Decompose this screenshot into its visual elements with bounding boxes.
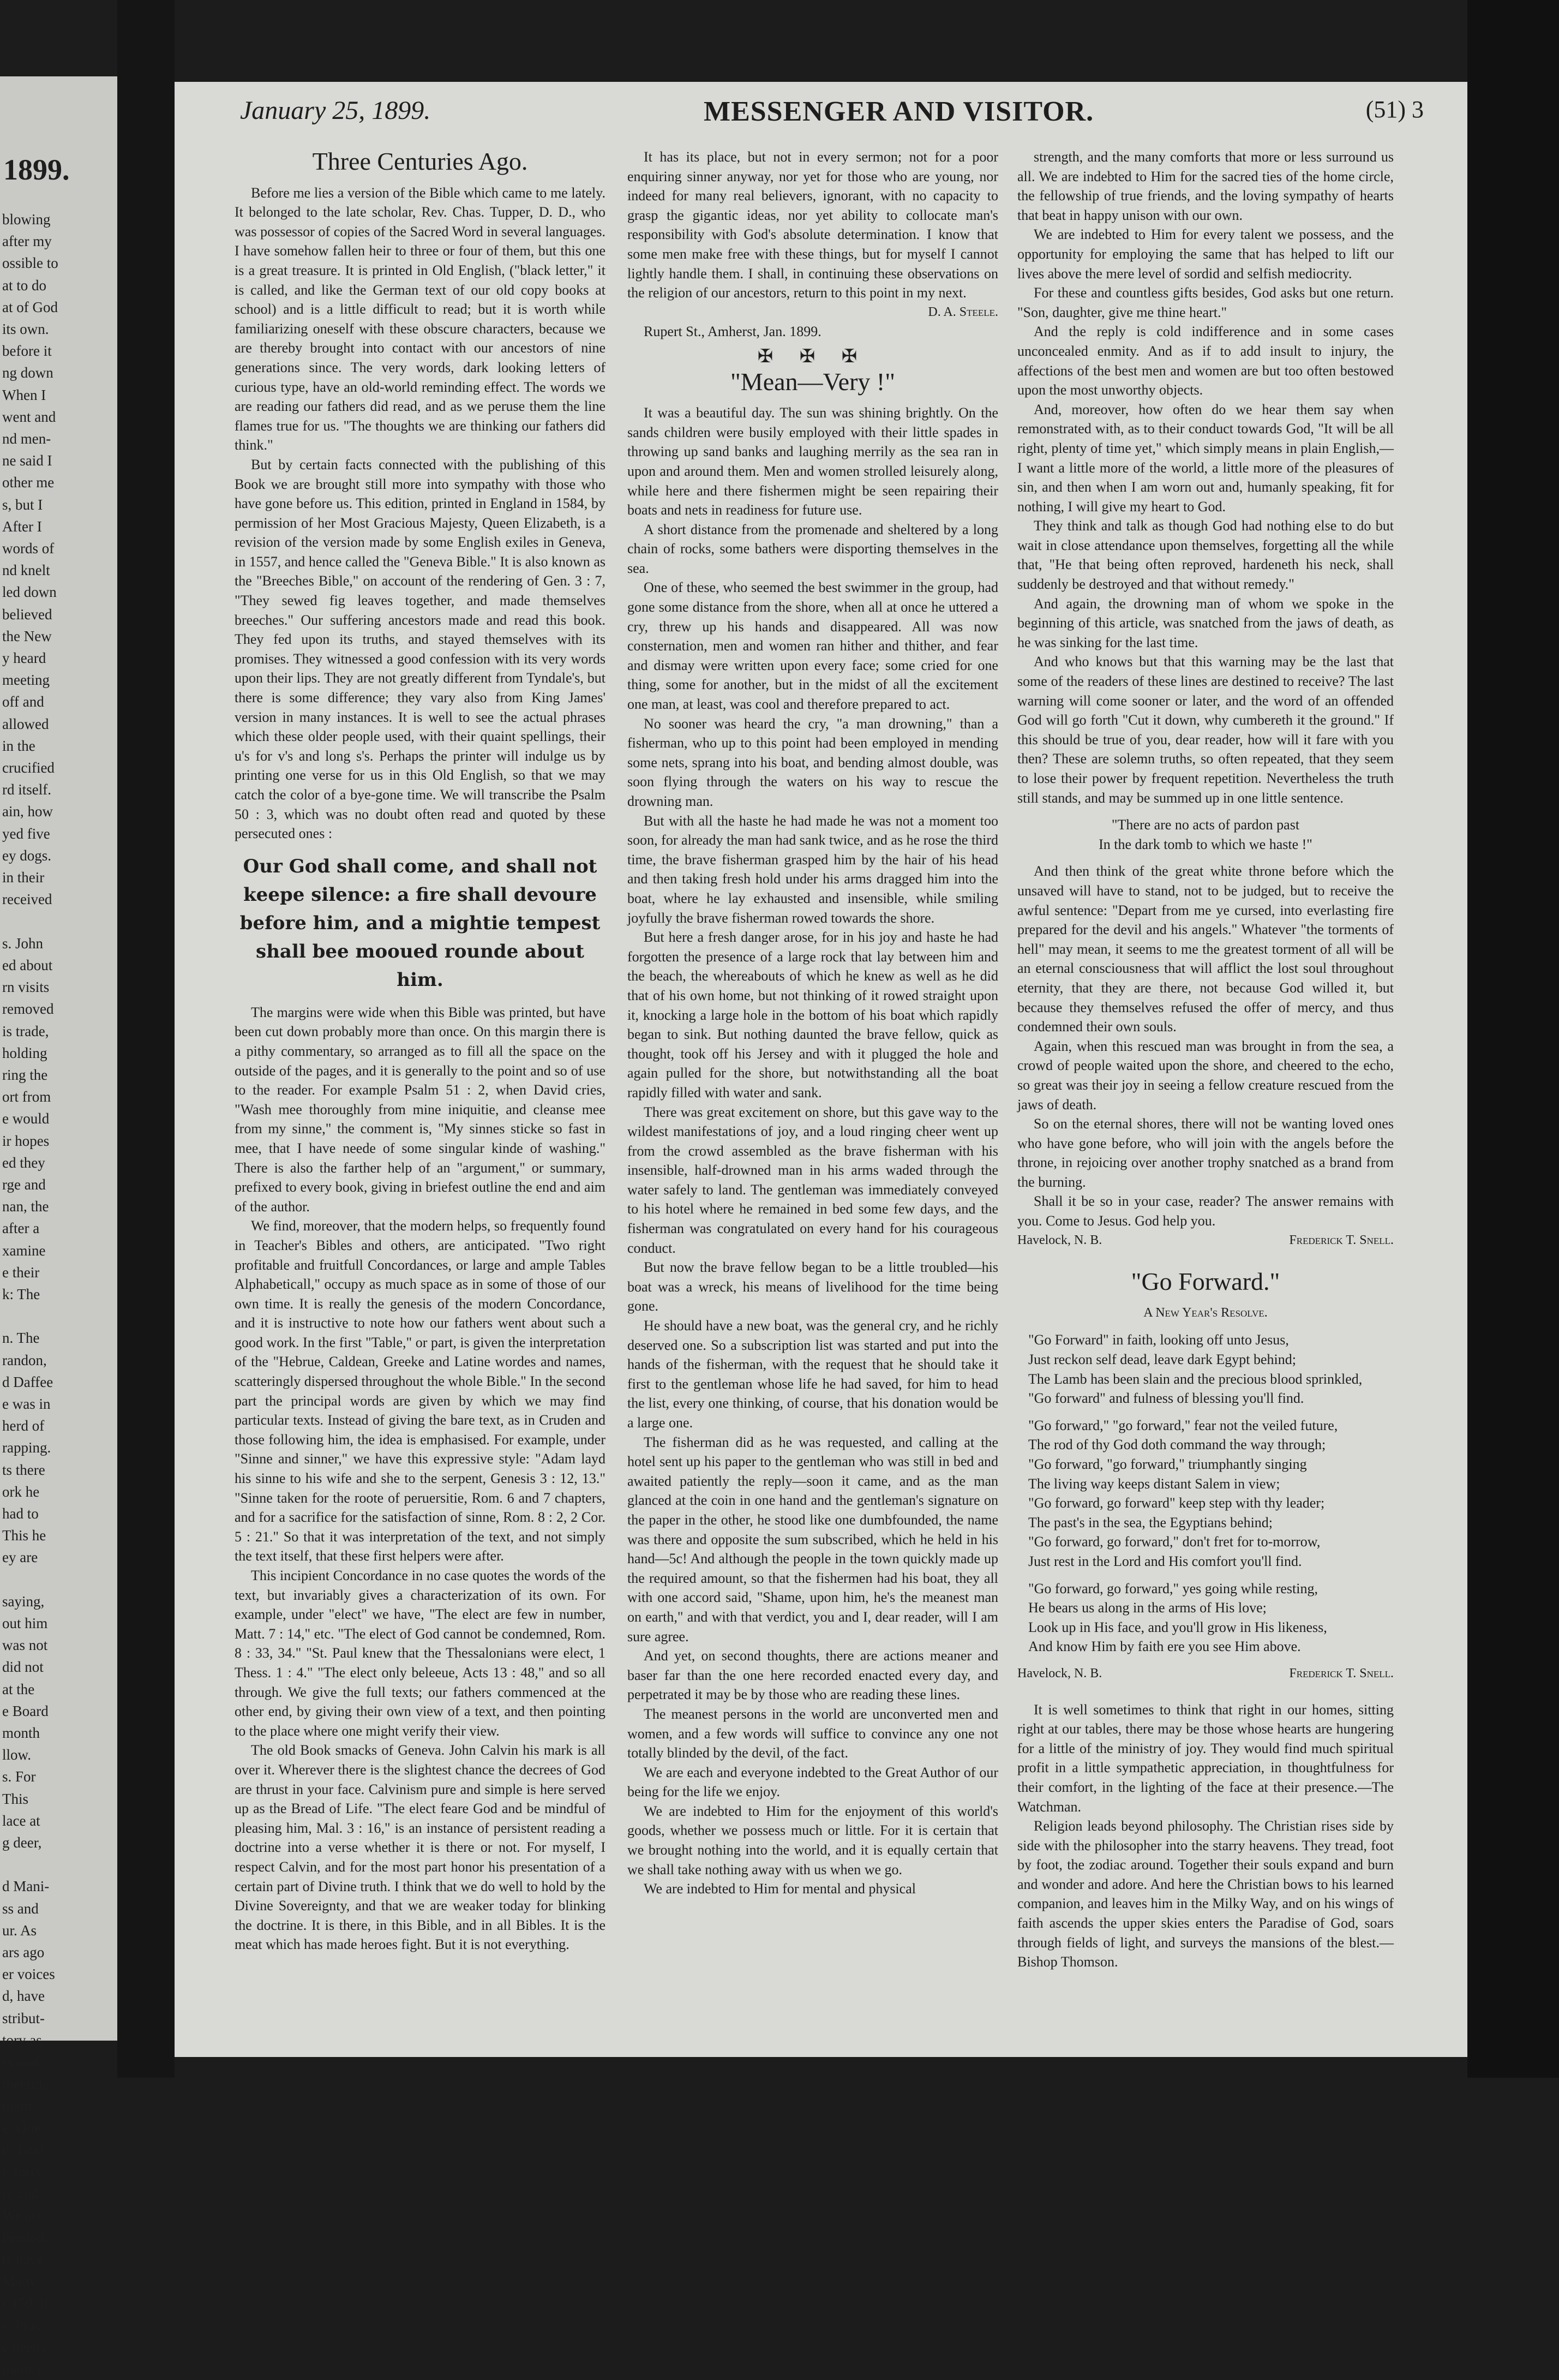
left-page-fragment-line: saying, <box>2 1593 45 1610</box>
left-page-fragment-line: d Mani- <box>2 1878 50 1895</box>
left-page-fragment-line: y heard <box>2 650 46 667</box>
left-page-fragment-line: e needy <box>2 2339 48 2355</box>
left-page-fragment-line: ossible to <box>2 255 58 272</box>
poem-stanza: "Go Forward" in faith, looking off unto Jesus, Just reckon self dead, leave dark Egypt behind; The Lamb has been slain and the precious blood sprinkled, "Go forward" and fulness of blessing you'll find. <box>1028 1332 1363 1407</box>
left-page-fragment-line: d Daffee <box>2 1373 53 1390</box>
paragraph: And yet, on second thoughts, there are actions meaner and baser far than the one here recorded enacted every day, and perpetrated it may be by those who are reading these lines. <box>627 1648 998 1703</box>
left-page-fragment-line: lace at <box>2 1812 40 1829</box>
paragraph: And the reply is cold indifference and in some cases unconcealed enmity. And as if to add insult to injury, the affections of the best men and women are but too often bestowed upon the most unworthy objects. <box>1017 324 1394 398</box>
issue-date: January 25, 1899. <box>240 96 431 125</box>
paragraph: Before me lies a version of the Bible which came to me lately. It belonged to the late scholar, Rev. Chas. Tupper, D. D., who was possessor of copies of the Sacred Word in several languages. I have somehow fallen heir to three or four of them, but this one is a great treasure. It is printed in Old English, ("black letter," it is called, and like the German text of our old copy books at school) and is a little difficult to read; but it is worth while familiarizing oneself with these obscure characters, because we are thereby brought into contact with our ancestors of nine generations since. The very words, dark looking letters of curious type, have an old-world reminding effect. The words we are reading our fathers did read, and as we peruse them the line flames true for us. "The thoughts we are thinking our fathers did think." <box>235 184 605 453</box>
paragraph: And, moreover, how often do we hear them say when remonstrated with, as to their conduct towards God, "It will be all right, plenty of time yet," which simply means in plain English,—I want a little more of the world, a little more of the pleasures of sin, and then when I am worn out and, humanly speaking, fit for nothing, I will give my heart to God. <box>1017 401 1394 515</box>
left-page-fragment-line: at of God <box>2 298 58 315</box>
paragraph: And again, the drowning man of whom we spoke in the beginning of this article, was snatched from the jaws of death, as he was sinking for the last time. <box>1017 595 1394 650</box>
masthead: MESSENGER AND VISITOR. <box>704 96 1094 127</box>
left-page-fragment-line: ts have <box>2 2251 44 2268</box>
left-page-fragment-line: ur God <box>2 2141 44 2158</box>
paragraph: No sooner was heard the cry, "a man drowning," than a fisherman, who up to this point had been employed in mending some nets, sprang into his boat, and bending almost double, was soon flying through the waters on his way to rescue the drowning man. <box>627 715 998 809</box>
column-3 <box>1017 147 1394 1970</box>
paragraph: We are indebted to Him for the enjoyment of this world's goods, whether we possess much or little. For it is certain that we brought nothing into the world, and it is equally certain that we shall take nothing away with us when we go. <box>627 1803 998 1877</box>
article-title-mean-very: "Mean—Very !" <box>730 367 895 396</box>
paragraph: A short distance from the promenade and sheltered by a long chain of rocks, some bathers were disporting themselves in the sea. <box>627 521 998 576</box>
left-page-fragment-line: meeting <box>2 672 50 689</box>
paragraph: The meanest persons in the world are unconverted men and women, and a few words will suffice to convince any one not totally blinded by the devil, of the fact. <box>627 1706 998 1761</box>
left-page-fragment-line: after my <box>2 233 52 250</box>
left-page-fragment-line: This he <box>2 1527 46 1544</box>
left-page-fragment-line: llow. <box>2 1747 31 1763</box>
paragraph: It has its place, but not in every sermon; not for a poor enquiring sinner anyway, nor yet for those who are young, nor indeed for many real believers, ignorant, with no capacity to grasp the gigantic ideas, nor yet ability to collocate man's responsibility with God's absolute determination. I know that some men make free with these things, but for myself I cannot lightly handle them. I shall, in continuing these observations on the religion of our ancestors, return to this point in my next. <box>627 149 998 301</box>
left-page-fragment-line: out him <box>2 1615 48 1631</box>
signature <box>627 303 998 322</box>
left-page-fragment-line: randon, <box>2 1352 47 1368</box>
left-page-fragment-line: e sorry <box>2 2163 43 2180</box>
left-page-fragment-line: heeded, <box>2 2229 48 2246</box>
left-page-fragment-line: g deer, <box>2 1834 42 1851</box>
left-page-fragment-line: e. One <box>2 2119 41 2136</box>
left-page-fragment-line: ng down <box>2 364 53 381</box>
left-page-fragment-line: ars ago <box>2 1944 45 1961</box>
left-page-fragment-line: ne said I <box>2 452 52 469</box>
signature <box>1017 1231 1394 1251</box>
left-page-fragment-line: r 150 of <box>2 2295 49 2312</box>
page-edge-shadow <box>1467 0 1559 2078</box>
left-page-fragment-line: s. John <box>2 935 44 952</box>
left-page-fragment-line: ir hopes <box>2 1132 50 1149</box>
paragraph: The old Book smacks of Geneva. John Calvin his mark is all over it. Wherever there is the slightest chance the decrees of God are thrust in your face. Calvinism pure and simple is here served up as the Bread of Life. "The elect feare God and be mindful of pleasing him, Mal. 3 : 16," is an instance of persistent reading a doctrine into a verse whether it is there or not. For myself, I respect Calvin, and for the most part honor his presentation of a certain part of Divine truth. I think that we do well to hold by the Divine Sovereignty, and that we are weaker today for blinking the doctrine. It is there, in this Bible, and in all Bibles. It is the meat which has made heroes fight. But it is not everything. <box>235 1742 605 1953</box>
left-page-fragment-line: after a <box>2 1220 40 1237</box>
paragraph: They think and talk as though God had nothing else to do but wait in close attendance upon themselves, forgetting all the while that, "He that being often reproved, hardeneth his neck, shall suddenly be destroyed and that without remedy." <box>1017 518 1394 593</box>
left-page-fragment-line: blowing <box>2 211 51 228</box>
left-page-fragment-line: e their <box>2 1264 40 1281</box>
signature <box>1017 1664 1394 1684</box>
left-page-fragment-line: did not <box>2 1659 44 1676</box>
paragraph: And then think of the great white throne before which the unsaved will have to stand, not to be judged, but to receive the awful sentence: "Depart from me ye cursed, into everlasting fire prepared for the devil and his angels." Whatever "the torments of hell" may mean, it seems to me the greatest torment of all will be an eternal consciousness that will afflict the lost soul throughout eternity, that they are there, not because God willed it, but because they themselves refused the offer of mercy, and thus condemned their own souls. <box>1017 863 1394 1035</box>
left-page-fragment-line: inently <box>2 2360 43 2377</box>
page-number: (51) 3 <box>1365 96 1424 123</box>
paragraph: The fisherman did as he was requested, and calling at the hotel sent up his paper to the gentleman who was still in bed and awaited patiently the reply—soon it came, and as the man glanced at the coin in one hand and the gentleman's signature on the paper in the other, he stood like one dumbfounded, the name was there and opposite the sum subscribed, which he held in his hand—5c! And although the people in the town quickly made up the required amount, so that the fishermen had his boat, they all with one accord said, "Shame, upon him, he's the meanest man on earth," and with that verdict, you and I, dear reader, will I am sure agree. <box>627 1434 998 1645</box>
left-page-fragment-line: allowed <box>2 715 49 732</box>
blackletter-verse: Our God shall come, and shall not keepe silence: a fire shall devoure before him, and a mightie tempest shall bee mooued rounde about him. <box>239 855 601 991</box>
paragraph: But here a fresh danger arose, for in his joy and haste he had forgotten the presence of a large rock that lay between him and the beach, the whereabouts of which he knew as well as he did that of his own home, but not thinking of it rowed straight upon it, knocking a large hole in the bottom of his boat which rapidly began to sink. But nothing daunted the brave fellow, quick as thought, took off his Jersey and with it plugged the hole and again pulled for the shore, but notwithstanding all the boat rapidly filled with water and sank. <box>627 929 998 1101</box>
paragraph: But by certain facts connected with the publishing of this Book we are brought still more into sympathy with those who have gone before us. This edition, printed in England in 1584, by permission of her Most Gracious Majesty, Queen Elizabeth, is a revision of the version made by some English exiles in Geneva, in 1557, and hence called the "Geneva Bible." It is also known as the "Breeches Bible," on account of the rendering of Gen. 3 : 7, "They sewed fig leaves together, and made themselves breeches." Our suffering ancestors made and read this book. They fed upon its truths, and stayed themselves with its promises. They witnessed a good confession with its very words upon their lips. They are not greatly different from Tyndale's, but there is some difference; they vary also from King James' version in many instances. It is well to see the actual phrases which these older people used, with their quaint spellings, their u's for v's and long s's. Perhaps the printer will indulge us by printing one verse for us in this Old English, so that we may catch the color of a bye-gone time. We will transcribe the Psalm 50 : 3, which was no doubt often read and quoted by these persecuted ones : <box>235 456 605 842</box>
left-page-text-fragments <box>0 208 117 2380</box>
poem-stanza: "Go forward, go forward," yes going while resting, He bears us along in the arms of His love; Look up in His face, and you'll grow in His likeness, And know Him by faith ere you see Him above. <box>1028 1580 1327 1655</box>
left-page-fragment-line: ork he <box>2 1483 40 1500</box>
left-page-fragment-line: Many <box>2 2273 37 2290</box>
left-page-fragment-line: before it <box>2 343 52 360</box>
left-page-fragment-line <box>0 1305 117 1327</box>
left-page-fragment-line: ss and <box>2 1900 39 1917</box>
left-page-fragment-line: nd men- <box>2 430 51 447</box>
paragraph: The margins were wide when this Bible was printed, but have been cut down probably more than once. On this margin there is a pithy commentary, so arranged as to fill all the space on the outside of the pages, and it is generally to the point and so of use to the reader. For example Psalm 51 : 2, when David cries, "Wash mee thoroughly from mine iniquitie, and cleanse mee from my sinne," the comment is, "My sinnes sticke so fast in mee, that I have neede of some singular kinde of washing." There is also the farther help of an "argument," or summary, prefixed to every book, giving in briefest outline the end and aim of the author. <box>235 1004 605 1215</box>
paragraph: But with all the haste he had made he was not a moment too soon, for already the man had sank twice, and as he rose the third time, the brave fisherman grasped him by the hair of his head and then taking fresh hold under his arms dragged him into the boat, where he lay exhausted and insensible, while smiling joyfully the brave fisherman rowed towards the shore. <box>627 812 998 926</box>
left-page-fragment-line: ed they <box>2 1154 45 1171</box>
left-page-fragment-line: the New <box>2 627 52 644</box>
left-page-fragment-line: tory as <box>2 2031 42 2048</box>
quoted-verse: "There are no acts of pardon past In the dark tomb to which we haste !" <box>1099 817 1312 852</box>
left-page-fragment-line: ring the <box>2 1066 48 1083</box>
left-page-fragment-line: stribut- <box>2 2010 45 2026</box>
author-name: D. A. Steele. <box>928 304 998 319</box>
left-page-fragment-line: e would <box>2 1110 50 1127</box>
left-page-fragment-line: led down <box>2 584 57 601</box>
left-page-fragment-line: rapping. <box>2 1439 51 1456</box>
left-page-fragment-line: other me <box>2 474 55 491</box>
left-page-fragment-line: believed <box>2 606 52 623</box>
paragraph: One of these, who seemed the best swimmer in the group, had gone some distance from the shore, when all at once he uttered a cry, threw up his hands and disappeared. All was now consternation, men and women ran hither and thither, and fear and dismay were written upon every face; some cried for one thing, some for another, but in the midst of all the excitement one man, at least, was cool and therefore prepared to act. <box>627 579 998 713</box>
author-name: Frederick T. Snell. <box>1289 1233 1394 1247</box>
left-page-fragment-line <box>0 1569 117 1590</box>
left-page-fragment-line: s, but I <box>2 496 43 513</box>
left-page-fragment-line: s. For <box>2 1768 36 1785</box>
left-page-fragment-line: in their <box>2 869 45 886</box>
paragraph: This incipient Concordance in no case quotes the words of the text, but invariably gives a characterization of its own. For example, under "elect" we have, "The elect are few in number, Matt. 7 : 14," etc. "The elect of God cannot be condemned, Rom. 8 : 33, 34." "St. Paul knew that the Thessalonians were elect, 1 Thess. 1 : 4." "The elect only beleeue, Acts 13 : 48," and so all through. We give the full texts; our fathers commenced at the other end, by giving their own view of a text, and then pointing to the place where one might verify their view. <box>235 1568 605 1739</box>
left-page-fragment-line: went and <box>2 408 56 425</box>
poem-stanza: "Go forward," "go forward," fear not the veiled future, The rod of thy God doth command the way through; "Go forward, "go forward," triumphantly singing The living way keeps distant Salem in view; "Go forward, go forward" keep step with thy leader; The past's in the sea, the Egyptians behind; "Go forward, go forward," don't fret for to-morrow, Just rest in the Lord and His comfort you'll find. <box>1028 1417 1338 1569</box>
left-page-fragment-line: holding <box>2 1044 47 1061</box>
left-page-fragment-line: s. Pray <box>2 2317 43 2334</box>
left-page-fragment-line: d, have <box>2 1988 45 2005</box>
left-page-fragment-line: rd itself. <box>2 781 51 798</box>
left-page-fragment-line <box>0 911 117 932</box>
paragraph: There was great excitement on shore, but this gave way to the wildest manifestations of joy, and a loud ringing cheer went up from the crowd assembled as the brave fisherman with his insensible, half-drowned man in his arms waded through the water safely to land. The gentleman was immediately conveyed to his hotel where he remained in bed some few days, and the fisherman was congratulated on every hand for his courageous conduct. <box>627 1104 998 1256</box>
left-page-fragment-line: words of <box>2 540 55 557</box>
left-page-year: 1899. <box>3 153 70 186</box>
left-page-fragment-line: crucified <box>2 760 55 776</box>
left-page-fragment-line: was not <box>2 1637 48 1654</box>
left-page-fragment-line: ss and <box>2 2054 39 2071</box>
paragraph: We are indebted to Him for every talent we possess, and the opportunity for employing the same that has helped to lift our lives above the mere level of sordid and selfish mediocrity. <box>1017 226 1394 282</box>
article-title-go-forward: "Go Forward." <box>1131 1267 1280 1296</box>
paragraph: Again, when this rescued man was brought in from the sea, a crowd of people waited upon the shore, and cheered to the echo, so great was their joy in seeing a fellow creature rescued from the jaws of death. <box>1017 1038 1394 1113</box>
left-page-fragment-line: n. The <box>2 1330 40 1347</box>
left-page-fragment-line: After I <box>2 518 42 535</box>
paragraph: So on the eternal shores, there will not be wanting loved ones who have gone before, who will join with the angels before the throne, in rejoicing over another trophy snatched as a brand from the burning. <box>1017 1116 1394 1190</box>
signature-place: Havelock, N. B. <box>1017 1666 1102 1681</box>
ornament-separator: ✠ ✠ ✠ <box>757 346 868 367</box>
book-gutter <box>117 0 175 2078</box>
column-2 <box>627 147 998 1915</box>
left-page-fragment-line: xamine <box>2 1242 46 1259</box>
paragraph: It was a beautiful day. The sun was shining brightly. On the sands children were busily employed with their little spades in throwing up sand banks and laughing merrily as the sea ran in upon and around them. Men and women strolled leisurely along, while here and there fishermen might be seen repairing their boats and nets in readiness for future use. <box>627 405 998 518</box>
page-header <box>240 95 1424 139</box>
left-page-fragment-line: off and <box>2 693 44 710</box>
left-page-fragment-line: herd of <box>2 1418 45 1434</box>
paragraph: And who knows but that this warning may be the last that some of the readers of these lines are destined to receive? The last warning will come sooner or later, and the word of an offended God will go forth "Cut it down, why cumbereth it the ground." If this should be true of you, dear reader, how will it fare with you then? These are solemn truths, so often repeated, that they seem to lose their power by frequent repetition. Nevertheless the truth still stands, and may be summed up in one little sentence. <box>1017 654 1394 806</box>
paragraph: He should have a new boat, was the general cry, and he richly deserved one. So a subscription list was started and put into the hands of the fisherman, with the request that he should take it first to the gentleman whose life he had saved, for him to head the list, every one thinking, of course, that his donation would be a large one. <box>627 1318 998 1431</box>
left-page-fragment-line: its own. <box>2 321 49 338</box>
left-page-fragment-line: When I <box>2 386 46 403</box>
left-page-fragment-line: had to <box>2 1505 39 1522</box>
signature-place: Havelock, N. B. <box>1017 1233 1102 1247</box>
left-page-fragment-line: ey are <box>2 1549 38 1566</box>
left-page-fragment-line: ur. As <box>2 1922 37 1939</box>
author-name: Frederick T. Snell. <box>1289 1666 1394 1681</box>
left-page-fragment <box>0 76 117 2377</box>
left-page-fragment-line: is trade, <box>2 1022 49 1039</box>
left-page-fragment-line: ain, how <box>2 803 53 820</box>
left-page-fragment-line: ts there <box>2 1461 45 1478</box>
left-page-fragment-line: rn visits <box>2 979 50 996</box>
paragraph: We find, moreover, that the modern helps, so frequently found in Teacher's Bibles and others, are anticipated. "Two right profitable and fruitfull Concordances, or large and ample Tables Alphabeticall," occupy as much space as in some of those of our own time. It is really the genesis of the modern Concordance, and it is instructive to note how our fathers went about such a good work. In the first "Table," or part, is given the interpretation of the "Hebrue, Caldean, Greeke and Latine wordes and names, scatteringly dispersed throughout the whole Bible." In the second part the principal words are given by which we may find particular texts. Instead of giving the bare text, as in Cruden and those following him, the idea is emphasised. For example, under "Sinne and sinner," we have this expressive style: "Adam layd his sinne to his wife and she to the serpent, Genesis 3 : 12, 13." "Sinne taken for the roote of peruersitie, Rom. 6 and 7 chapters, and for a sacrifice for the satisfaction of sinne, Rom. 8 : 2, 2 Cor. 5 : 21." So that it was interpretation of the text, and not simply the text itself, that these first helpers were after. <box>235 1218 605 1564</box>
paragraph: Religion leads beyond philosophy. The Christian rises side by side with the philosopher into the starry heavens. They tread, foot by foot, the zodiac around. Together their souls expand and burn and wonder and adore. And here the Christian bows to his learned companion, and leaves him in the Milky Way, and on his wings of faith ascends the upper skies enters the Paradise of God, soars through fields of light, and surveys the mansions of the blest.—Bishop Thomson. <box>1017 1818 1394 1970</box>
left-page-fragment-line <box>0 1853 117 1875</box>
left-page-fragment-line: removed <box>2 1001 54 1018</box>
poem-subtitle: A New Year's Resolve. <box>1143 1305 1268 1320</box>
left-page-fragment-line: at to do <box>2 277 46 294</box>
left-page-fragment-line: ort from <box>2 1089 51 1105</box>
left-page-fragment-line: meeting <box>2 2076 50 2092</box>
paragraph: We are indebted to Him for mental and physical <box>644 1881 916 1897</box>
left-page-fragment-line: re and <box>2 2185 39 2202</box>
dateline: Rupert St., Amherst, Jan. 1899. <box>644 324 822 340</box>
paragraph: Shall it be so in your case, reader? The answer remains with you. Come to Jesus. God help you. <box>1017 1193 1394 1229</box>
left-page-fragment-line: at the <box>2 1681 35 1697</box>
page-content <box>175 0 1467 2078</box>
left-page-fragment-line: e Board <box>2 1702 49 1719</box>
left-page-fragment-line: We are <box>2 2207 44 2224</box>
left-page-fragment-line: ey dogs. <box>2 847 51 864</box>
left-page-fragment-line: in the <box>2 737 35 754</box>
paragraph: But now the brave fellow began to be a little troubled—his boat was a wreck, his means of livelihood for the time being gone. <box>627 1259 998 1314</box>
left-page-fragment-line: them. <box>2 2097 35 2114</box>
left-page-fragment-line: yed five <box>2 825 50 842</box>
article-title-three-centuries: Three Centuries Ago. <box>312 147 528 175</box>
left-page-fragment-line: nd knelt <box>2 562 50 579</box>
paragraph: We are each and everyone indebted to the Great Author of our being for the life we enjoy. <box>627 1764 998 1800</box>
left-page-fragment-line: k: The <box>2 1285 40 1302</box>
left-page-fragment-line: received <box>2 891 52 908</box>
paragraph: strength, and the many comforts that more or less surround us all. We are indebted to Him for the sacred ties of the home circle, the fellowship of true friends, and the loving sympathy of hearts that beat in happy unison with our own. <box>1017 149 1394 223</box>
left-page-fragment-line: e was in <box>2 1395 51 1412</box>
paragraph: It is well sometimes to think that right in our homes, sitting right at our tables, there may be those whose hearts are hungering for a little of the ministry of joy. They would find much spiritual profit in a little sympathetic appreciation, in thoughtfulness for their comfort, in the lighting of the face at their presence.—The Watchman. <box>1017 1701 1394 1815</box>
left-page-fragment-line: month <box>2 1725 40 1742</box>
left-page-fragment-line: This <box>2 1790 29 1807</box>
left-page-fragment-line: nan, the <box>2 1198 49 1215</box>
left-page-fragment-line: rge and <box>2 1176 46 1193</box>
left-page-fragment-line: er voices <box>2 1966 55 1983</box>
column-1 <box>235 147 605 1953</box>
left-page-fragment-line: ed about <box>2 956 53 973</box>
paragraph: For these and countless gifts besides, God asks but one return. "Son, daughter, give me thine heart." <box>1017 285 1394 320</box>
